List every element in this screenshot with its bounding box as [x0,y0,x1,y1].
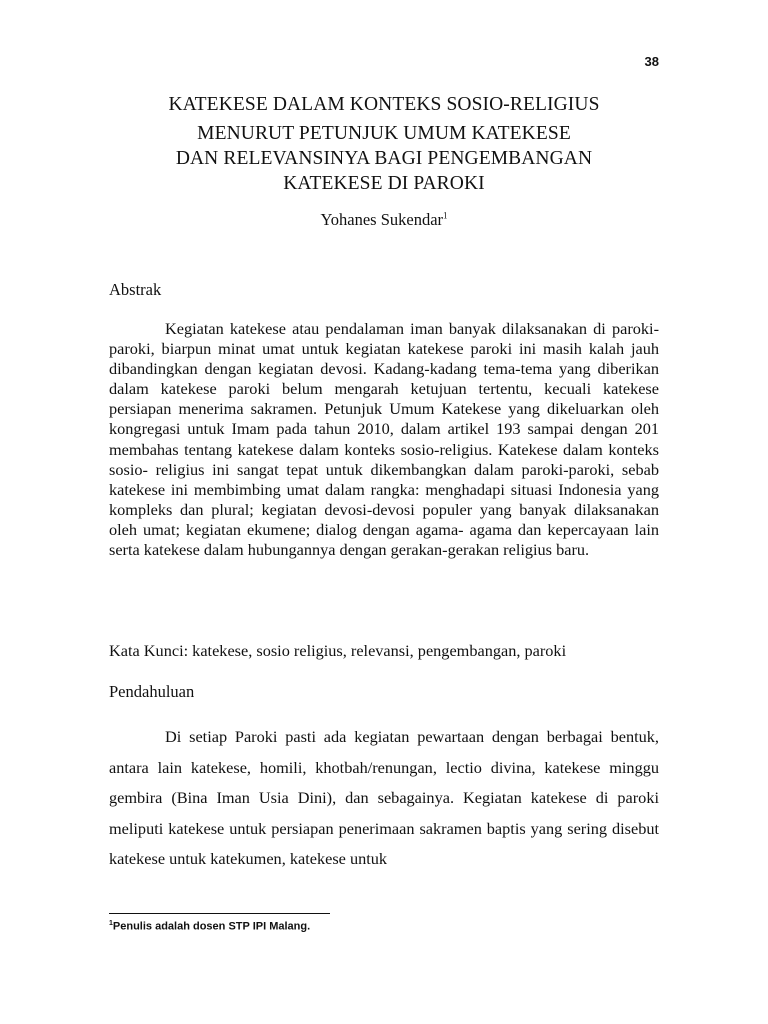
abstract-heading: Abstrak [109,280,162,299]
footnote-divider [109,913,330,914]
keywords: Kata Kunci: katekese, sosio religius, relevansi, pengembangan, paroki [109,641,567,660]
abstract-text: Kegiatan katekese atau pendalaman iman banyak dilaksanakan di paroki-paroki, biarpun minat umat untuk kegiatan katekese paroki ini masih kalah jauh dibandingkan dengan kegiatan devosi. Kadang-kadang tema-tema yang diberikan dalam katekese paroki belum mengarah ketujuan tertentu, kecuali katekese persiapan menerima sakramen. Petunjuk Umum Katekese yang dikeluarkan oleh kongregasi untuk Imam pada tahun 2010, dalam artikel 193 sampai dengan 201 membahas tentang katekese dalam konteks sosio-religius. Katekese dalam konteks sosio- religius ini sangat tepat untuk dikembangkan dalam paroki-paroki, sebab katekese ini membimbing umat dalam rangka: menghadapi situasi Indonesia yang kompleks dan plural; kegiatan devosi-devosi populer yang banyak dilaksanakan oleh umat; kegiatan ekumene; dialog dengan agama- agama dan kepercayaan lain serta katekese dalam hubungannya dengan gerakan-gerakan religius baru. [109,319,659,560]
introduction-body [109,722,659,875]
introduction-text: Di setiap Paroki pasti ada kegiatan pewartaan dengan berbagai bentuk, antara lain katekese, homili, khotbah/renungan, lectio divina, katekese minggu gembira (Bina Iman Usia Dini), dan sebagainya. Kegiatan katekese di paroki meliputi katekese untuk persiapan penerimaan sakramen baptis yang sering disebut katekese untuk katekumen, katekese untuk [109,727,659,868]
title-line-1: KATEKESE DALAM KONTEKS SOSIO-RELIGIUS [168,94,600,115]
footnote-text: Penulis adalah dosen STP IPI Malang. [112,920,311,933]
footnote [109,920,310,933]
title-line-2: MENURUT PETUNJUK UMUM KATEKESE [197,123,571,144]
author-footnote-mark: 1 [443,210,448,221]
author-name: Yohanes Sukendar [320,210,444,229]
page-number: 38 [644,54,659,69]
title-line-4: KATEKESE DI PAROKI [283,173,485,194]
introduction-heading: Pendahuluan [109,682,195,701]
article-title [109,92,659,230]
footnote-mark: 1 [109,920,113,927]
title-line-3: DAN RELEVANSINYA BAGI PENGEMBANGAN [175,148,593,169]
abstract-body [109,319,659,560]
author [109,210,659,230]
